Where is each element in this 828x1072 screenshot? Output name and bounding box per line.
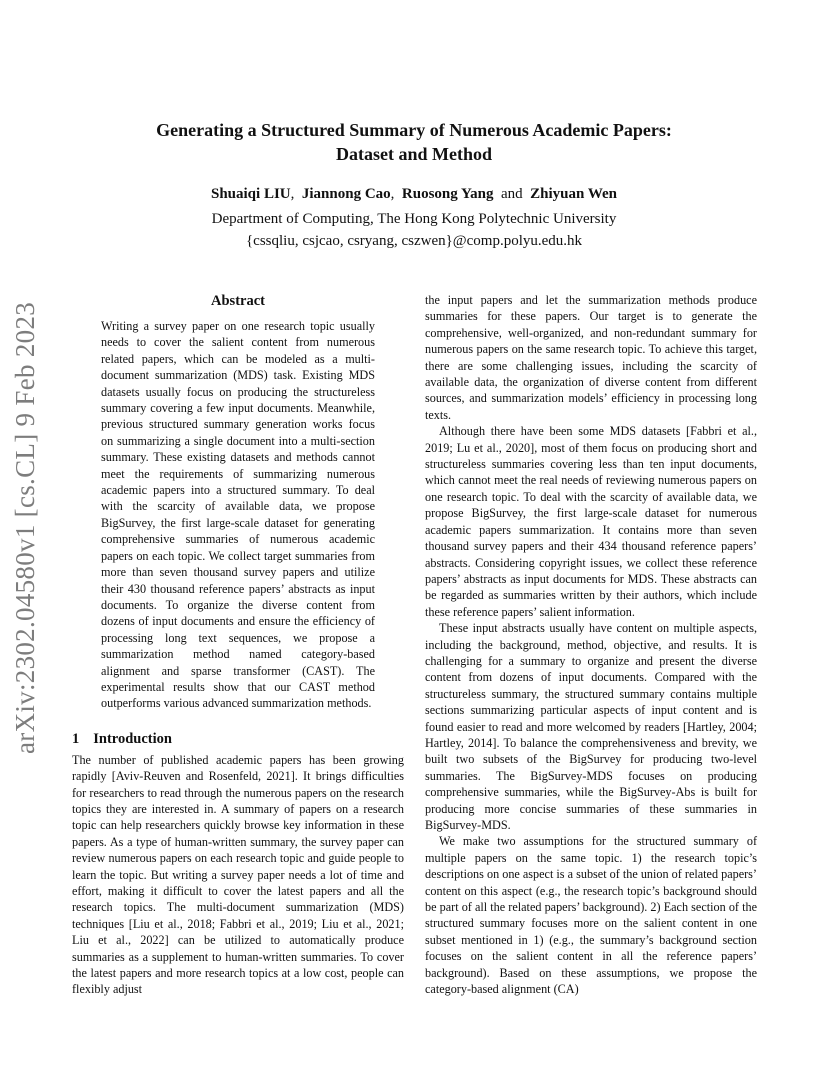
paragraph: The number of published academic papers has been growing rapidly [Aviv-Reuven and Rosenfeld, 2021]. It brings difficulties for researchers to read through the numerous papers on the research topics they are interested in. A summary of papers on a research topic can help researchers quickly browse key information in these papers. As a type of human-written summary, the survey paper can review numerous papers on each research topic and guide people to learn the topic. But writing a survey paper needs a lot of time and effort, making it difficult to cover the latest papers and all the research topics. The multi-document summarization (MDS) techniques [Liu et al., 2018; Fabbri et al., 2019; Liu et al., 2021; Liu et al., 2022] can be utilized to automatically produce summaries as a supplement to human-written summaries. To cover the latest papers and more research topics at a low cost, people can flexibly adjust (72, 752, 404, 997)
paragraph: We make two assumptions for the structured summary of multiple papers on the same topic. 1) the research topic’s descriptions on one aspect is a subset of the union of related papers’ content on this aspect (e.g., the research topic’s background should be part of all the related papers’ background). 2) Each section of the structured summary focuses more on the salient content in one subset mentioned in 1) (e.g., the summary’s background section focuses on the salient content in all the reference papers’ background). Based on these assumptions, we propose the category-based alignment (CA) (425, 834, 757, 997)
abstract-heading: Abstract (211, 293, 265, 309)
author-name: Ruosong Yang (401, 186, 494, 202)
paragraph: Although there have been some MDS datasets [Fabbri et al., 2019; Lu et al., 2020], most of them focus on producing short and structureless summaries covering less than ten input documents, which cannot meet the real needs of reviewing numerous papers on one research topic. To deal with the scarcity of available data, we propose BigSurvey, the first large-scale dataset for numerous academic papers summarization. It contains more than seven thousand survey papers and their 434 thousand reference papers’ abstracts. Considering copyright issues, we collect these reference papers’ abstracts as input documents for MDS. These abstracts can be regarded as summaries written by their authors, which include these reference papers’ salient information. (425, 424, 757, 619)
right-column (425, 292, 757, 997)
abstract-text: Writing a survey paper on one research topic usually needs to cover the salient content from numerous related papers, which can be modeled as a multi-document summarization (MDS) task. Existing MDS datasets usually focus on producing the structureless summary covering a few input documents. Meanwhile, previous structured summary generation works focus on summarizing a single document into a multi-section summary. These existing datasets and methods cannot meet the requirements of summarizing numerous academic papers into a structured summary. To deal with the scarcity of available data, we propose BigSurvey, the first large-scale dataset for generating comprehensive summaries of numerous academic papers on each topic. We collect target summaries from more than seven thousand survey papers and utilize their 430 thousand reference papers’ abstracts as input documents. To organize the diverse content from dozens of input documents and ensure the efficiency of processing long text sequences, we propose a summarization method named category-based alignment and sparse transformer (CAST). The experimental results show that our CAST method outperforms various advanced summarization methods. (101, 319, 375, 711)
title-line-2: Dataset and Method (336, 144, 492, 164)
author-list: Shuaiqi LIU, Jiannong Cao, Ruosong Yang and Zhiyuan Wen (210, 186, 617, 202)
author-name: Shuaiqi LIU (210, 186, 291, 202)
section-number: 1 (72, 730, 80, 747)
author-emails: {cssqliu, csjcao, csryang, cszwen}@comp.polyu.edu.hk (245, 233, 583, 249)
title-line-1: Generating a Structured Summary of Numerous Academic Papers: (156, 120, 672, 140)
section-title: Introduction (93, 730, 172, 747)
author-name: Jiannong Cao (301, 186, 391, 202)
paragraph: the input papers and let the summarization methods produce summaries for these papers. Our target is to generate the comprehensive, well-organized, and non-redundant summary for numerous papers on the same research topic. To achieve this target, there are some challenging issues, including the scarcity of available data, the organization of diverse content from different sources, and summarization models’ efficiency in processing long texts. (425, 293, 757, 422)
abstract-body (101, 318, 375, 712)
author-name: Zhiyuan Wen (530, 186, 617, 202)
left-column (72, 292, 404, 998)
paragraph: These input abstracts usually have content on multiple aspects, including the background, method, objective, and results. It is challenging for a summary to organize and present the diverse content from dozens of input documents. Compared with the structureless summary, the structured summary contains multiple sections summarizing particular aspects of input content and is found easier to read and more welcomed by readers [Hartley, 2004; Hartley, 2014]. To balance the comprehensiveness and brevity, we built two subsets of the BigSurvey for producing two-level summaries. The BigSurvey-MDS focuses on producing comprehensive summaries, while the BigSurvey-Abs is built for producing more concise summaries of these summaries in BigSurvey-MDS. (425, 621, 757, 832)
arxiv-identifier-stamp: arXiv:2302.04580v1 [cs.CL] 9 Feb 2023 (10, 301, 40, 754)
paper-title (80, 118, 748, 166)
section-heading-introduction (72, 729, 404, 749)
affiliation: Department of Computing, The Hong Kong Polytechnic University (211, 211, 617, 227)
